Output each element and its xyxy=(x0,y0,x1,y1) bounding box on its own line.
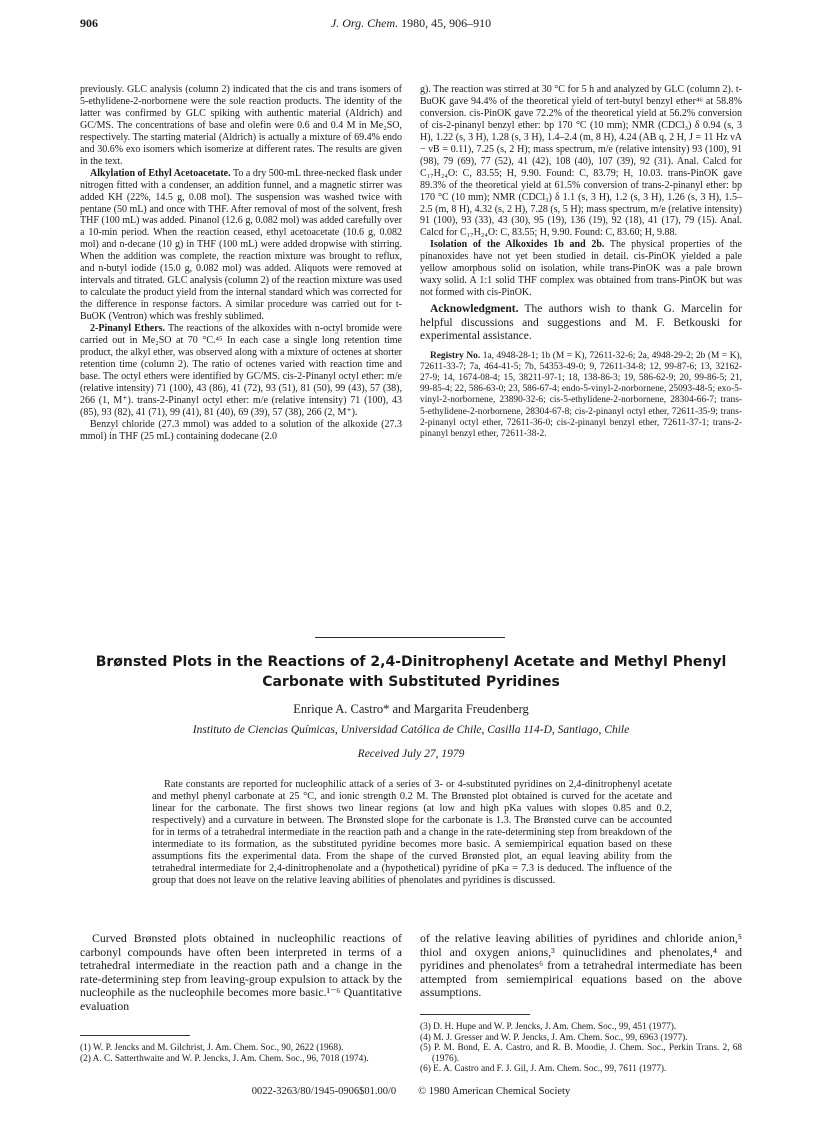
paragraph-text: The physical properties of the pinanoxides have not yet been studied in detail. cis-PinOK yielded a pale yellow amorphous solid on isolation, while trans-PinOK was a pale brown waxy solid. A 1:1 solid THF complex was obtained from trans-PinOK but was not formed with cis-PinOK. xyxy=(420,239,742,299)
footnote-rule xyxy=(420,1014,530,1015)
run-in-heading: Alkylation of Ethyl Acetoacetate. xyxy=(90,167,231,179)
article-authors: Enrique A. Castro* and Margarita Freudenberg xyxy=(293,702,529,716)
registry-numbers xyxy=(420,351,742,441)
experimental-paragraph: g). The reaction was stirred at 30 °C for 5 h and analyzed by GLC (column 2). t-BuOK gave 94.4% of the theoretical yield of tert-butyl benzyl ether⁴⁶ at 58.8% conversion. cis-PinOK gave 72.2% of the theoretical yield at 56.2% conversion of cis-2-pinanyl benzyl ether: bp 170 °C (10 mm); NMR (CDCl₃) δ 0.94 (s, 3 H), 1.22 (s, 3 H), 1.28 (s, 3 H), 1.4–2.4 (m, 8 H), 4.24 (AB q, 2 H, J = 11 Hz νA − νB = 0.11), 7.25 (s, 2 H); mass spectrum, m/e (relative intensity) 93 (100), 91 (98), 79 (69), 77 (52), 41 (42), 108 (40), 107 (39), 92 (31). Anal. Calcd for C₁₇H₂₄O: C, 83.55; H, 9.90. Found: C, 83.79; H, 10.03. trans-PinOK gave 89.3% of the theoretical yield at 61.5% conversion of trans-2-pinanyl ether: bp 170 °C (10 mm); NMR (CDCl₃) δ 1.1 (s, 3 H), 1.2 (s, 3 H), 1.26 (s, 3 H), 1.5–2.5 (m, 8 H), 4.32 (s, 2 H), 7.28 (s, 5 H); mass spectrum, m/e (relative intensity) 91 (100), 93 (33), 43 (30), 95 (19), 136 (19), 92 (18), 41 (17), 79 (15). Anal. Calcd for C₁₇H₂₄O: C, 83.55; H, 9.90. Found: C, 83.60; H, 9.88. xyxy=(420,84,742,239)
footnote-rule xyxy=(80,1035,190,1036)
experimental-paragraph xyxy=(420,239,742,299)
abstract xyxy=(152,779,672,887)
footnote: (6) E. A. Castro and F. J. Gil, J. Am. Chem. Soc., 99, 7611 (1977). xyxy=(420,1064,667,1075)
footnotes-left xyxy=(80,1043,402,1064)
run-in-heading: Registry No. xyxy=(430,350,481,361)
abstract-text: Rate constants are reported for nucleophilic attack of a series of 3- or 4-substituted pyridines on 2,4-dinitrophenyl acetate and methyl phenyl carbonate at 25 °C, and ionic strength 0.2 M. The Brønsted plot obtained is curved for the acetate and linear for the carbonate. The first shows two linear regions (at low and high pKa values with slopes 0.85 and 0.2, respectively) and a curvature in between. The Brønsted slope for the carbonate is 1.3. The Brønsted curve can be accounted for in terms of a tetrahedral intermediate in the reaction path and a change in the rate-determining step from breakdown of the intermediate to its formation, as the substituted pyridine becomes more basic. A semiempirical equation based on these assumptions fits the experimental data. From the shape of the curved Brønsted plot, an equal leaving ability from the tetrahedral intermediate for 2,4-dinitrophenolate and a (hypothetical) pyridine of pKa = 7.3 is deduced. The influence of the group that does not leave on the relative leaving abilities of phenolates and pyridines is discussed. xyxy=(152,779,672,886)
run-in-heading: Acknowledgment. xyxy=(430,303,519,316)
footnote: (1) W. P. Jencks and M. Gilchrist, J. Am. Chem. Soc., 90, 2622 (1968). xyxy=(80,1043,344,1053)
footnote: (3) D. H. Hupe and W. P. Jencks, J. Am. Chem. Soc., 99, 451 (1977). xyxy=(420,1022,677,1032)
experimental-paragraph: Benzyl chloride (27.3 mmol) was added to a solution of the alkoxide (27.3 mmol) in THF (25 mL) containing dodecane (2.0 xyxy=(80,418,402,442)
page-number: 906 xyxy=(80,16,98,30)
author-affiliation: Instituto de Ciencias Químicas, Universidad Católica de Chile, Casilla 114-D, Santiago, Chile xyxy=(192,724,630,736)
experimental-paragraph xyxy=(80,323,402,419)
body-paragraph: Curved Brønsted plots obtained in nucleophilic reactions of carbonyl compounds have often been interpreted in terms of a tetrahedral intermediate in the reaction path and a change in the rate-determining step from leaving-group expulsion to attack by the nucleophile as the nucleophile becomes more basic.¹⁻⁶ Quantitative evaluation xyxy=(80,931,402,1013)
acknowledgment-text: The authors wish to thank G. Marcelin for helpful discussions and suggestions and M. F. Betkouski for experimental assistance. xyxy=(420,303,742,343)
experimental-paragraph xyxy=(80,168,402,323)
copyright-notice: © 1980 American Chemical Society xyxy=(418,1086,571,1097)
run-in-heading: 2-Pinanyl Ethers. xyxy=(90,323,166,335)
footnotes-right xyxy=(420,1022,742,1075)
journal-name: J. Org. Chem. xyxy=(330,16,399,30)
journal-citation xyxy=(80,16,742,31)
body-right-column xyxy=(420,932,742,1000)
experimental-paragraph: previously. GLC analysis (column 2) indicated that the cis and trans isomers of 5-ethylidene-2-norbornene were the sole reaction products. The identity of the latter was confirmed by GLC spiking with authentic material (Aldrich) and GC/MS. The concentrations of base and olefin were 0.6 and 0.4 M in Me₂SO, respectively. The starting material (Aldrich) is actually a mixture of 69.4% endo and 30.6% exo isomers which isomerize at different rates. The results are given in the text. xyxy=(80,84,402,167)
page-footer xyxy=(80,1086,742,1097)
running-head xyxy=(80,16,742,32)
registry-text: 1a, 4948-28-1; 1b (M = K), 72611-32-6; 2a, 4948-29-2; 2b (M = K), 72611-33-7; 7a, 464-41-5; 7b, 54353-49-0; 9, 72611-34-8; 12, 99-87-6; 13, 32162-27-9; 14, 1674-08-4; 15, 38211-97-1; 18, 138-86-3; 19, 586-62-9; 20, 99-86-5; 21, 99-85-4; 22, 586-63-0; 23, 586-67-4; endo-5-vinyl-2-norbornene, 25093-48-5; exo-5-vinyl-2-norbornene, 23890-32-6; cis-5-ethylidene-2-norbornene, 28304-66-7; trans-5-ethylidene-2-norbornene, 28304-67-8; cis-2-pinanyl octyl ether, 72611-35-9; trans-2-pinanyl octyl ether, 72611-36-0; cis-2-pinanyl benzyl ether, 72611-37-1; trans-2-pinanyl benzyl ether, 72611-38-2. xyxy=(420,350,743,440)
article-code: 0022-3263/80/1945-0906$01.00/0 xyxy=(251,1086,397,1097)
footnote: (2) A. C. Satterthwaite and W. P. Jencks, J. Am. Chem. Soc., 96, 7018 (1974). xyxy=(80,1053,369,1064)
run-in-heading: Isolation of the Alkoxides 1b and 2b. xyxy=(430,239,605,251)
acknowledgment xyxy=(420,303,742,344)
received-date: Received July 27, 1979 xyxy=(357,748,465,760)
footnote: (5) P. M. Bond, E. A. Castro, and R. B. Moodie, J. Chem. Soc., Perkin Trans. 2, 68 (1976). xyxy=(420,1043,742,1064)
paragraph-text: To a dry 500-mL three-necked flask under nitrogen fitted with a condenser, an addition funnel, and a magnetic stirrer was added KH (22%, 14.5 g, 0.08 mol). The suspension was washed twice with pentane (50 mL) and once with THF. After removal of most of the solvent, fresh THF (100 mL) was added. Pinanol (12.6 g, 0.082 mol) was added carefully over a 10-min period. When the reaction ceased, ethyl acetoacetate (10.6 g, 0.082 mol) and n-decane (10 g) in THF (100 mL) were added dropwise with stirring. When the addition was complete, the reaction mixture was brought to reflux, and n-butyl iodide (15.0 g, 0.082 mol) was added. Aliquots were removed at intervals and titrated. GLC analysis (column 2) of the reaction mixture was used to calculate the product yield from the internal standard which was corrected for the difference in response factors. A similar procedure was carried out for t-BuOK (Ventron) which was freshly sublimed. xyxy=(80,167,402,323)
article-title: Brønsted Plots in the Reactions of 2,4-Dinitrophenyl Acetate and Methyl Phenyl Carbonate with Substituted Pyridines xyxy=(95,654,727,690)
footnote: (4) M. J. Gresser and W. P. Jencks, J. Am. Chem. Soc., 99, 6963 (1977). xyxy=(420,1032,688,1043)
paragraph-text: The reactions of the alkoxides with n-octyl bromide were carried out in Me₂SO at 70 °C.⁴⁵ In each case a single long retention time product, the alkyl ether, was observed along with a mixture of octenes at shorter retention time (column 2). The ratio of octenes varied with reaction time and base. The octyl ethers were identified by GC/MS. cis-2-Pinanyl octyl ether: m/e (relative intensity) 71 (100), 43 (86), 41 (72), 93 (51), 81 (50), 99 (43), 57 (38), 266 (1, M⁺). trans-2-Pinanyl octyl ether: m/e (relative intensity) 71 (100), 43 (85), 93 (82), 41 (71), 99 (41), 81 (40), 69 (39), 57 (38), 266 (2, M⁺). xyxy=(80,323,402,418)
journal-volume-info: 1980, 45, 906–910 xyxy=(401,16,492,30)
article-divider xyxy=(315,637,505,638)
previous-article-right-column xyxy=(420,84,742,440)
body-paragraph: of the relative leaving abilities of pyridines and chloride anion,⁵ thiol and oxygen anions,³ quinuclidines and phenolates,⁴ and pyridines and phenolates⁶ from a tetrahedral intermediate has been attempted from semiempirical equations based on the above assumptions. xyxy=(420,931,742,1000)
body-left-column xyxy=(80,932,402,1014)
previous-article-left-column xyxy=(80,84,402,443)
